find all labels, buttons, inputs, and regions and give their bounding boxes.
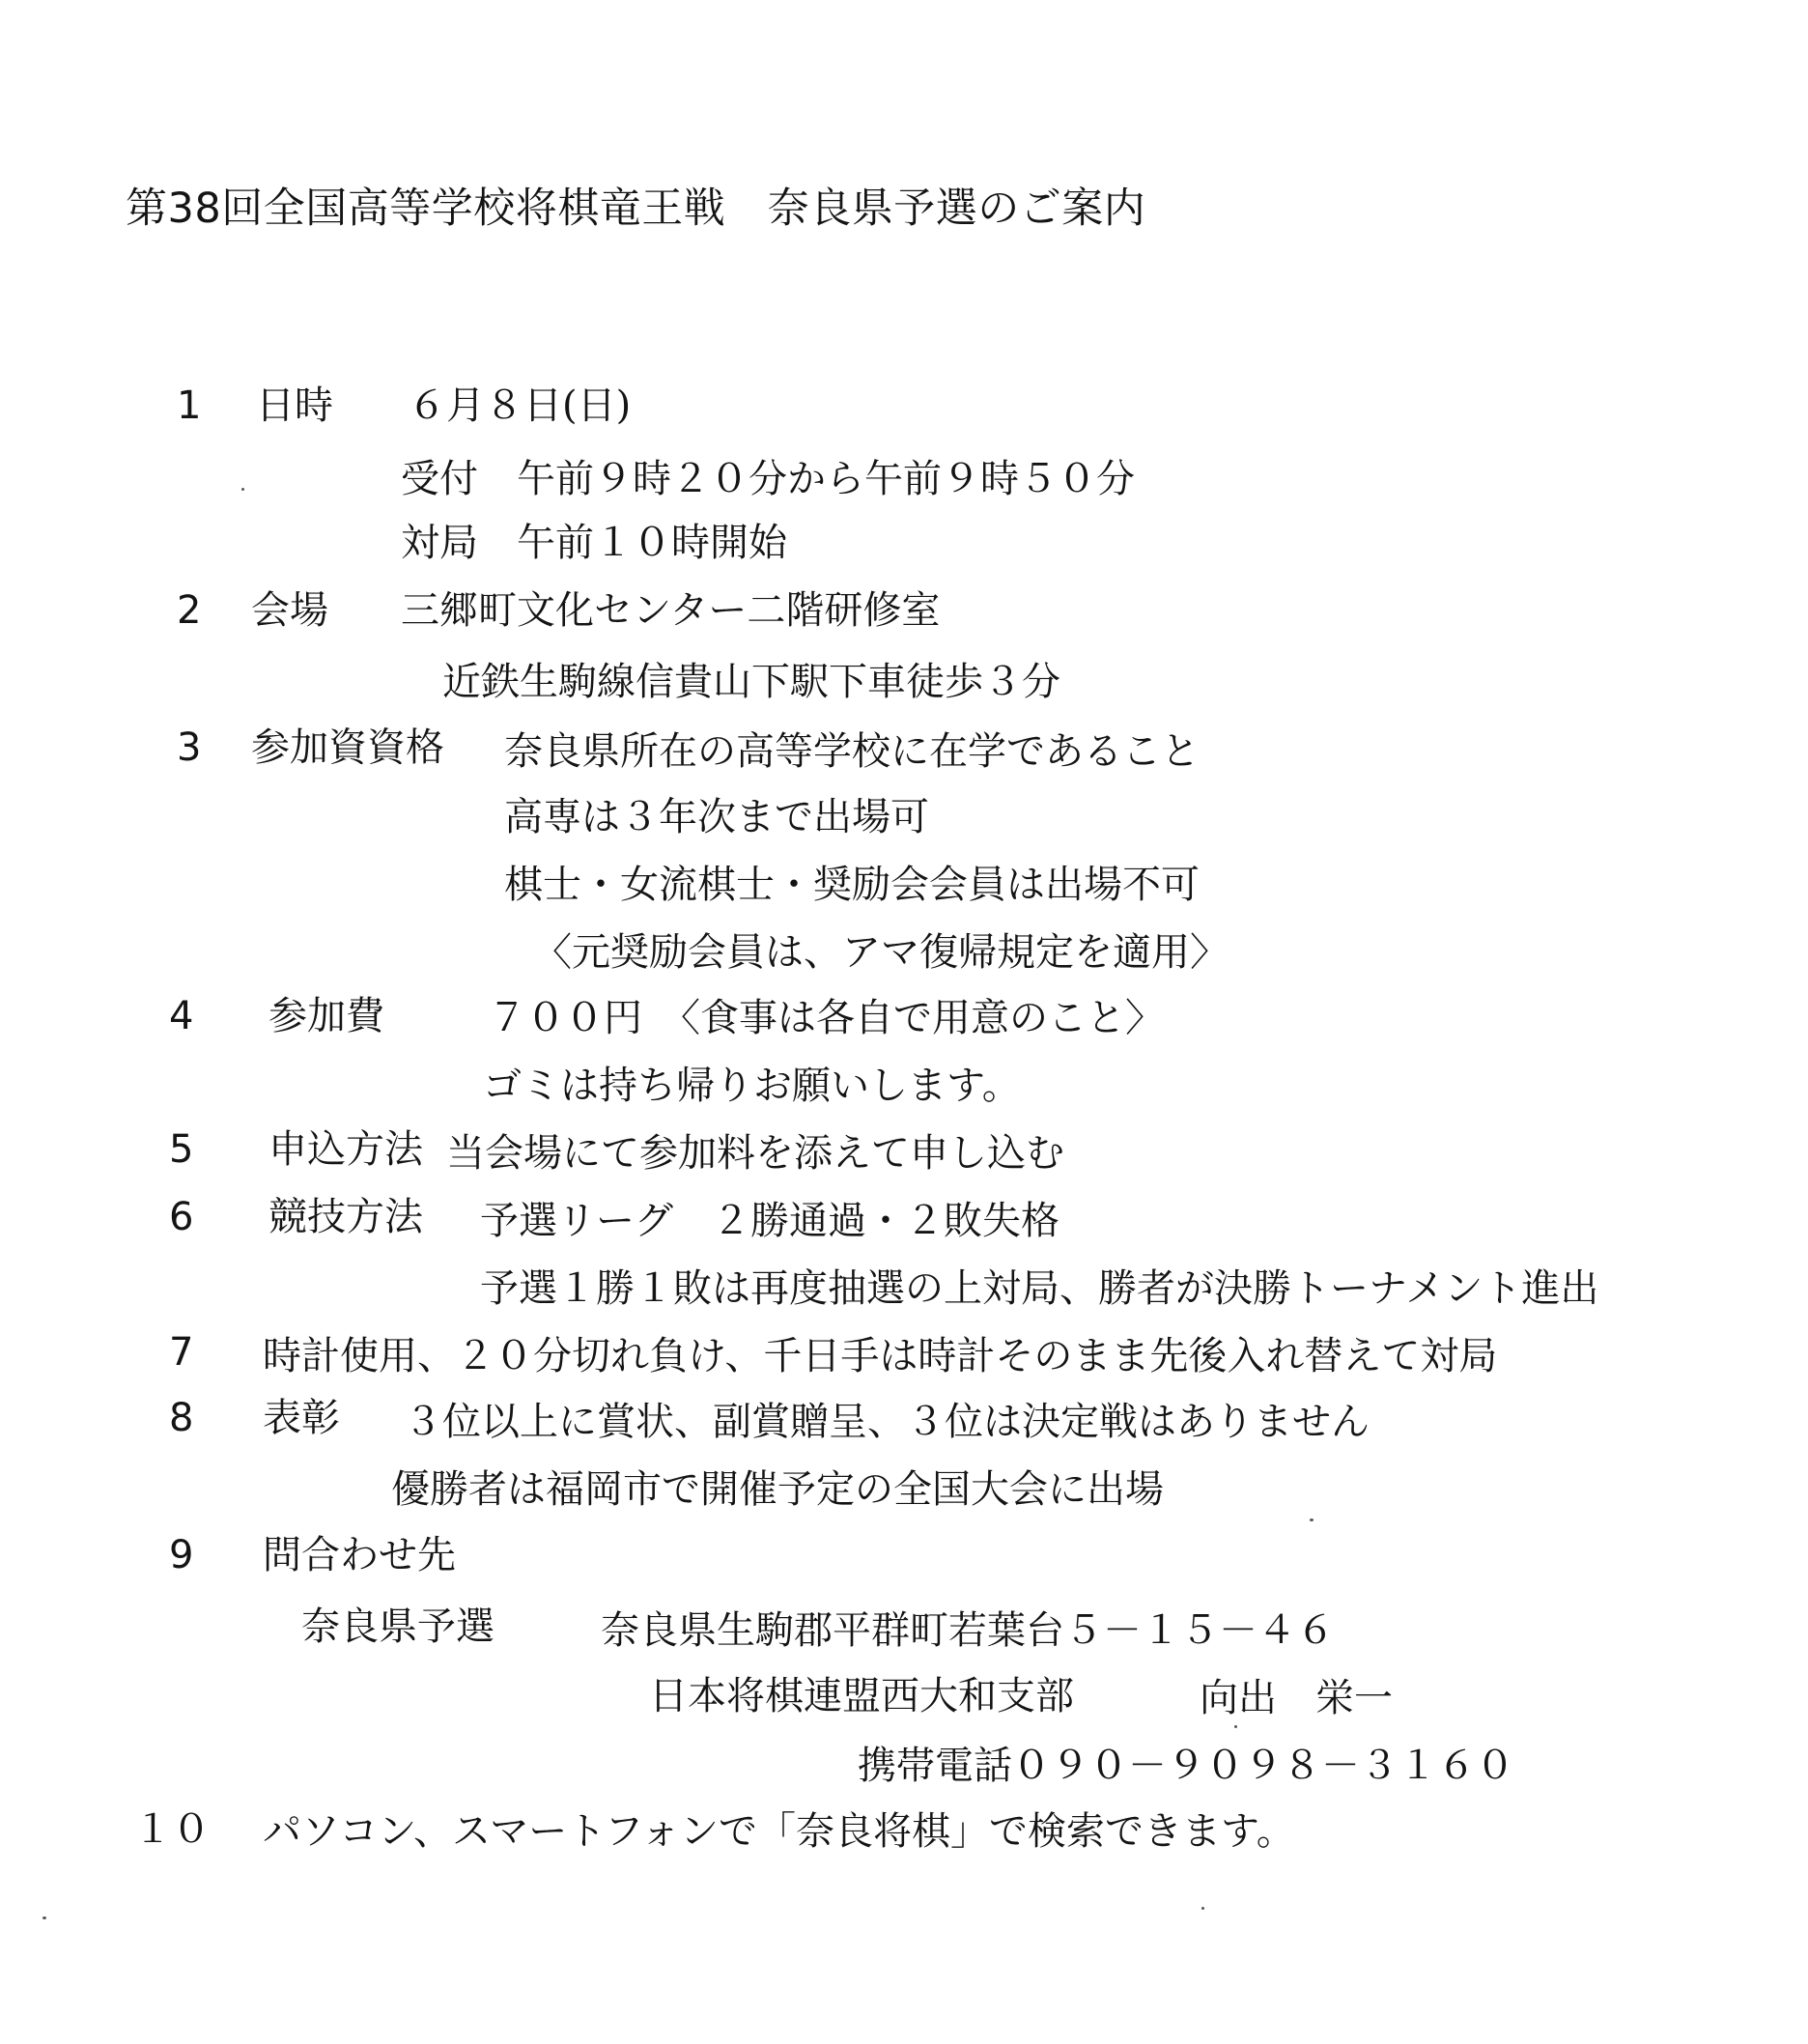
scan-speck [241,488,244,491]
item-number: 4 [169,994,194,1038]
item-number: 1 [177,383,202,428]
item-line: 予選１勝１敗は再度抽選の上対局、勝者が決勝トーナメント進出 [480,1266,1599,1311]
contact-address: 奈良県生駒郡平群町若葉台５－１５－４６ [601,1608,1335,1653]
item-line: 高専は３年次まで出場可 [504,795,929,839]
contact-phone: 携帯電話０９０－９０９８－３１６０ [858,1744,1514,1788]
scan-speck [1201,1907,1204,1910]
item-label: 表彰 [263,1396,340,1440]
item-number: 5 [169,1127,194,1172]
item-number: 3 [177,725,202,770]
item-label: 問合わせ先 [263,1533,456,1577]
item-label: 会場 [251,588,328,633]
item-value: 三郷町文化センター二階研修室 [401,588,941,633]
item-line: 優勝者は福岡市で開催予定の全国大会に出場 [391,1467,1164,1512]
item-line: 対局 午前１０時開始 [401,521,787,565]
contact-organization: 日本将棋連盟西大和支部 [649,1674,1074,1718]
contact-person: 向出 栄一 [1200,1676,1393,1720]
item-line: 棋士・女流棋士・奨励会会員は出場不可 [504,863,1200,907]
item-value: 奈良県所在の高等学校に在学であること [504,729,1200,774]
item-label: 日時 [256,383,333,428]
contact-name: 奈良県予選 [301,1604,494,1649]
item-value: ３位以上に賞状、副賞贈呈、３位は決定戦はありません [404,1400,1370,1444]
item-label: 参加費 [268,994,384,1038]
item-value: 当会場にて参加料を添えて申し込む [446,1131,1064,1176]
item-number: 6 [169,1195,194,1239]
item-value: ７００円 〈食事は各自で用意のこと〉 [488,996,1164,1040]
item-value: ６月８日(日) [408,383,632,428]
document-title: 第38回全国高等学校将棋竜王戦 奈良県予選のご案内 [126,185,1146,233]
item-number: 9 [169,1533,194,1577]
item-number: 2 [177,588,202,633]
item-label: 参加資資格 [251,725,444,770]
scan-speck [42,1916,46,1919]
scan-speck [1234,1725,1237,1728]
item-line: 受付 午前９時２０分から午前９時５０分 [401,457,1135,501]
scan-speck [1310,1519,1314,1521]
item-number: 8 [169,1396,194,1440]
item-label: 申込方法 [268,1127,423,1172]
item-label: 競技方法 [268,1195,423,1239]
item-line: 〈元奨励会員は、アマ復帰規定を適用〉 [533,930,1229,975]
item-value: 時計使用、２０分切れ負け、千日手は時計そのまま先後入れ替えて対局 [263,1334,1498,1378]
item-line: ゴミは持ち帰りお願いします。 [483,1064,1021,1108]
item-value: 予選リーグ ２勝通過・２敗失格 [480,1199,1059,1243]
item-value: パソコン、スマートフォンで「奈良将棋」で検索できます。 [263,1809,1295,1854]
item-number: 7 [169,1330,194,1375]
item-line: 近鉄生駒線信貴山下駅下車徒歩３分 [442,660,1060,704]
item-number: １０ [133,1807,211,1852]
